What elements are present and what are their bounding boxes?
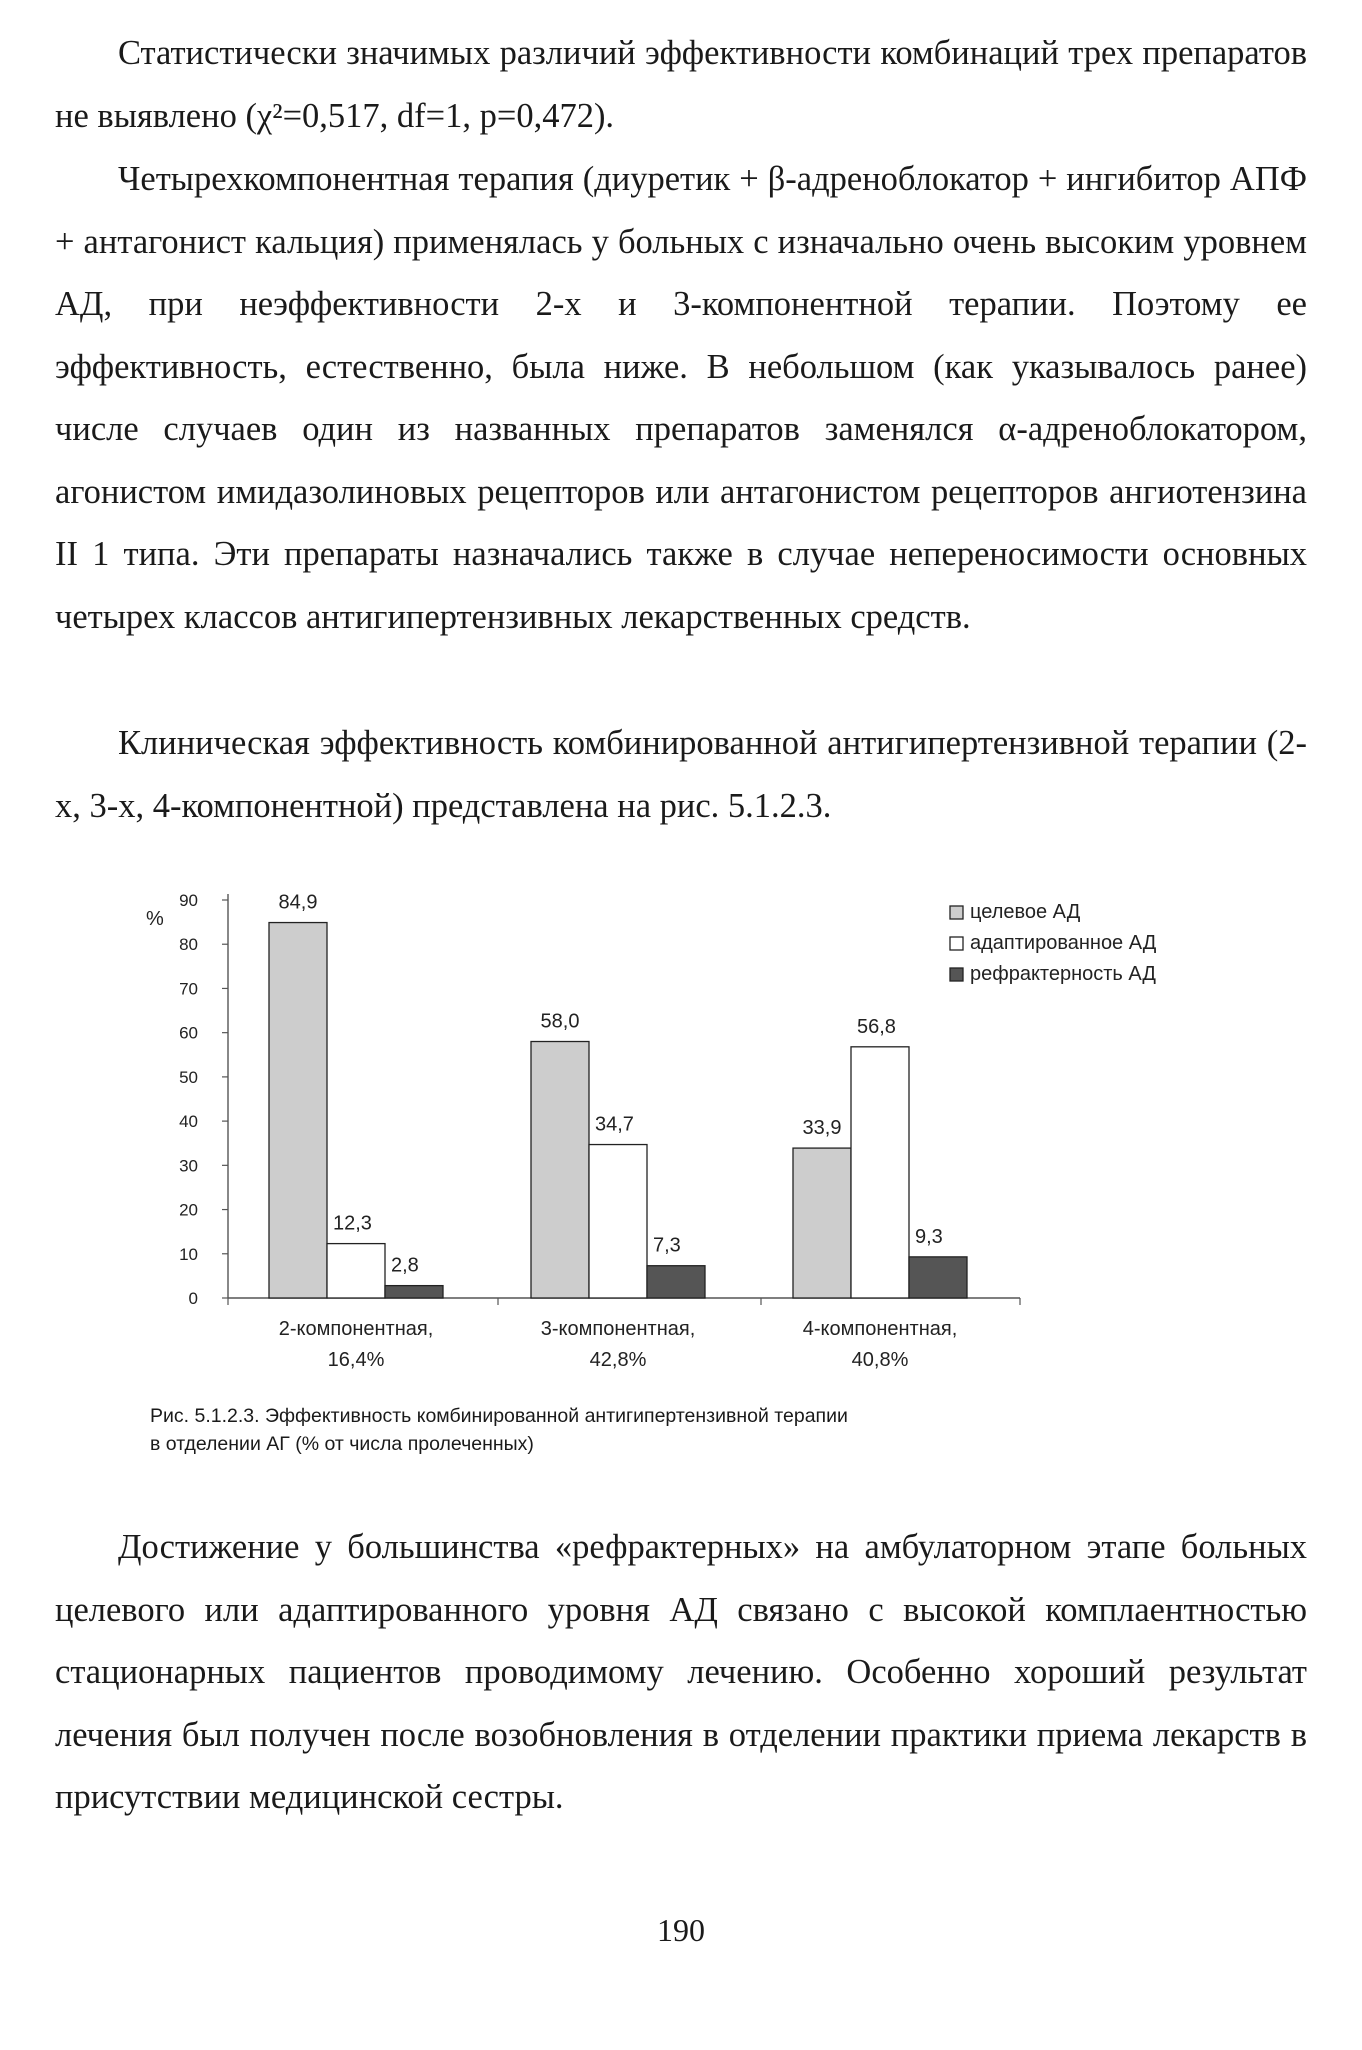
bar-3-1 [385, 1286, 443, 1298]
data-label: 33,9 [802, 1117, 842, 1140]
y-tick-label: 40 [179, 1112, 198, 1132]
paragraph-compliance [55, 1516, 1307, 1829]
category-label: 42,8% [589, 1349, 647, 1371]
bar-chart [130, 880, 1230, 1400]
data-label: 12,3 [333, 1212, 372, 1235]
y-tick-label: 10 [179, 1244, 198, 1264]
y-tick-label: 20 [179, 1200, 198, 1220]
bar-1-1 [269, 923, 327, 1298]
category-label: 2-компонентная, [278, 1318, 434, 1340]
y-tick-label: 80 [179, 935, 198, 955]
y-axis-label: % [146, 908, 164, 930]
paragraph-text: Статистически значимых различий эффективности комбинаций трех препаратов не выявлено (χ²=0,517, df=1, p=0,472). [55, 34, 1307, 135]
bar-1-3 [793, 1148, 851, 1298]
bar-2-2 [589, 1145, 647, 1298]
legend-label: целевое АД [970, 901, 1081, 923]
bar-2-1 [327, 1244, 385, 1298]
bar-2-3 [851, 1047, 909, 1298]
category-label: 40,8% [851, 1349, 909, 1371]
data-label: 56,8 [857, 1015, 896, 1038]
bar-3-2 [647, 1266, 705, 1298]
data-label: 84,9 [278, 891, 318, 914]
category-label: 4-компонентная, [802, 1318, 958, 1340]
page-number: 190 [657, 1912, 705, 1948]
y-tick-label: 90 [179, 891, 198, 910]
y-tick-label: 60 [179, 1023, 198, 1043]
paragraph-text: Четырехкомпонентная терапия (диуретик + β-адреноблокатор + ингибитор АПФ + антагонист кальция) применялась у больных с изначально очень высоким уровнем АД, при неэффективности 2-х и 3-компонентной терапии. Поэтому ее эффективность, естественно, была ниже. В небольшом (как указывалось ранее) числе случаев один из названных препаратов заменялся α-адреноблокатором, агонистом имидазолиновых рецепторов или антагонистом рецепторов ангиотензина II 1 типа. Эти препараты назначались также в случае непереносимости основных четырех классов антигипертензивных лекарственных средств. [55, 160, 1307, 636]
data-label: 58,0 [540, 1010, 580, 1033]
caption-line-2: в отделении АГ (% от числа пролеченных) [150, 1433, 534, 1455]
category-label: 3-компонентная, [540, 1318, 696, 1340]
caption-line-1: Рис. 5.1.2.3. Эффективность комбинированной антигипертензивной терапии [150, 1405, 848, 1427]
legend-label: адаптированное АД [970, 932, 1157, 954]
bar-3-3 [909, 1257, 967, 1298]
data-label: 34,7 [595, 1113, 634, 1136]
y-tick-label: 30 [179, 1156, 198, 1176]
category-label: 16,4% [327, 1349, 385, 1371]
paragraph-four-component-therapy [55, 148, 1307, 648]
bar-1-2 [531, 1042, 589, 1298]
data-label: 2,8 [391, 1254, 419, 1277]
paragraph-statistics [55, 22, 1307, 147]
paragraph-clinical-efficacy [55, 712, 1307, 837]
paragraph-text: Клиническая эффективность комбинированной антигипертензивной терапии (2-х, 3-х, 4-компонентной) представлена на рис. 5.1.2.3. [55, 724, 1307, 825]
figure-caption [150, 1402, 1200, 1458]
y-tick-label: 70 [179, 979, 198, 999]
figure-bar-chart [130, 880, 1230, 1410]
data-label: 9,3 [915, 1225, 943, 1248]
legend-label: рефрактерность АД [970, 963, 1156, 985]
paragraph-text: Достижение у большинства «рефрактерных» на амбулаторном этапе больных целевого или адаптированного уровня АД связано с высокой комплаентностью стационарных пациентов проводимому лечению. Особенно хороший результат лечения был получен после возобновления в отделении практики приема лекарств в присутствии медицинской сестры. [55, 1528, 1307, 1816]
y-tick-label: 0 [188, 1289, 198, 1308]
data-label: 7,3 [653, 1234, 681, 1257]
legend-swatch [950, 968, 963, 981]
y-tick-label: 50 [179, 1067, 198, 1087]
legend-swatch [950, 937, 963, 950]
legend-swatch [950, 906, 963, 919]
